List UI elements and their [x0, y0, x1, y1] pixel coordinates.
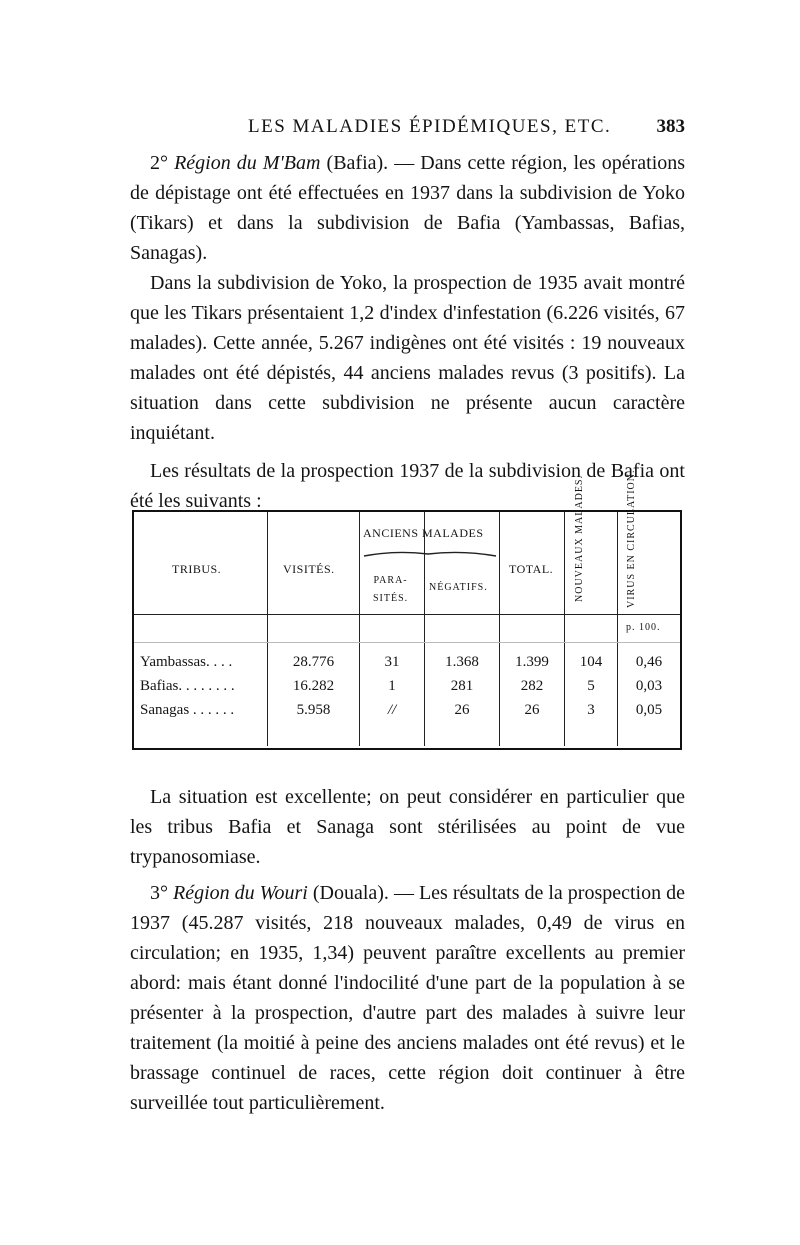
header-negatifs: NÉGATIFS. [429, 582, 488, 593]
row-2-negatifs: 281 [450, 678, 474, 694]
row-1-tribu: Yambassas. . . . [140, 654, 233, 670]
section-3-block [130, 878, 685, 1118]
row-3-parasites: // [387, 702, 397, 718]
bafia-intro-paragraph: Les résultats de la prospection 1937 de la subdivision de Bafia ont été les suivants : [130, 460, 685, 512]
row-3-nouveaux: 3 [587, 702, 595, 718]
row-3-visites: 5.958 [296, 702, 331, 718]
header-virus-en-circulation: VIRUS EN CIRCULATION. [626, 469, 637, 608]
header-total: TOTAL. [509, 562, 554, 576]
section-3-number: 3° [150, 882, 168, 904]
row-1-total: 1.399 [515, 654, 549, 670]
section-3-paragraph [130, 878, 685, 1118]
row-1-parasites: 31 [384, 654, 400, 670]
row-1-nouveaux: 104 [579, 654, 603, 670]
brace-anciens-malades [362, 544, 498, 560]
running-title: LES MALADIES ÉPIDÉMIQUES, ETC. [248, 116, 612, 137]
conclusion-paragraph: La situation est excellente; on peut considérer en particulier que les tribus Bafia et Sanaga sont stérilisées au point de vue trypanosomiase. [130, 786, 685, 868]
row-3-virus: 0,05 [635, 702, 663, 718]
page-header [130, 116, 685, 140]
row-3-negatifs: 26 [454, 702, 470, 718]
row-1-visites: 28.776 [292, 654, 335, 670]
header-unit: p. 100. [626, 622, 661, 633]
section-2-heading: Région du M'Bam [174, 152, 321, 174]
row-2-virus: 0,03 [635, 678, 663, 694]
yoko-paragraph: Dans la subdivision de Yoko, la prospection de 1935 avait montré que les Tikars présentaient 1,2 d'index d'infestation (6.226 visités, 67 malades). Cette année, 5.267 indigènes ont été visités : 19 nouveaux malades ont été dépistés, 44 anciens malades revus (3 positifs). La situation dans cette subdivision ne présente aucun caractère inquiétant. [130, 272, 685, 444]
page-number: 383 [656, 116, 685, 137]
header-parasites: PARA- SITÉS. [373, 575, 409, 604]
header-visites: VISITÉS. [283, 562, 335, 576]
row-2-total: 282 [520, 678, 544, 694]
section-2-paragraph [130, 148, 685, 268]
row-2-nouveaux: 5 [587, 678, 595, 694]
row-3-tribu: Sanagas . . . . . . [140, 702, 235, 718]
row-1-negatifs: 1.368 [445, 654, 479, 670]
row-2-visites: 16.282 [292, 678, 335, 694]
header-tribus: TRIBUS. [172, 562, 222, 576]
header-anciens-malades: ANCIENS MALADES [363, 526, 484, 540]
row-2-parasites: 1 [388, 678, 396, 694]
section-2-block [130, 148, 685, 516]
conclusion-block [130, 782, 685, 872]
row-1-virus: 0,46 [635, 654, 663, 670]
section-3-lead: (Douala). — Les résultats de la prospection de 1937 (45.287 visités, 218 nouveaux malades, 0,49 de virus en circulation; en 1935, 1,34) peuvent paraître excellents au premier abord: mais étant donné l'indocilité d'une part de la population à se présenter à la prospection, d'autre part des malades à suivre leur traitement (la moitié à peine des anciens malades ont été revus) et le brassage continuel de races, cette région doit continuer à être surveillée tout particulièrement. [130, 882, 685, 1114]
section-2-number: 2° [150, 152, 168, 174]
header-nouveaux-malades: NOUVEAUX MALADES. [574, 475, 585, 602]
section-2-lead: (Bafia). — Dans cette région, les opérations de dépistage ont été effectuées en 1937 dans la subdivision de Yoko (Tikars) et dans la subdivision de Bafia (Yambassas, Bafias, Sanagas). [130, 152, 686, 264]
row-3-total: 26 [524, 702, 540, 718]
row-2-tribu: Bafias. . . . . . . . [140, 678, 235, 694]
section-3-heading: Région du Wouri [173, 882, 308, 904]
